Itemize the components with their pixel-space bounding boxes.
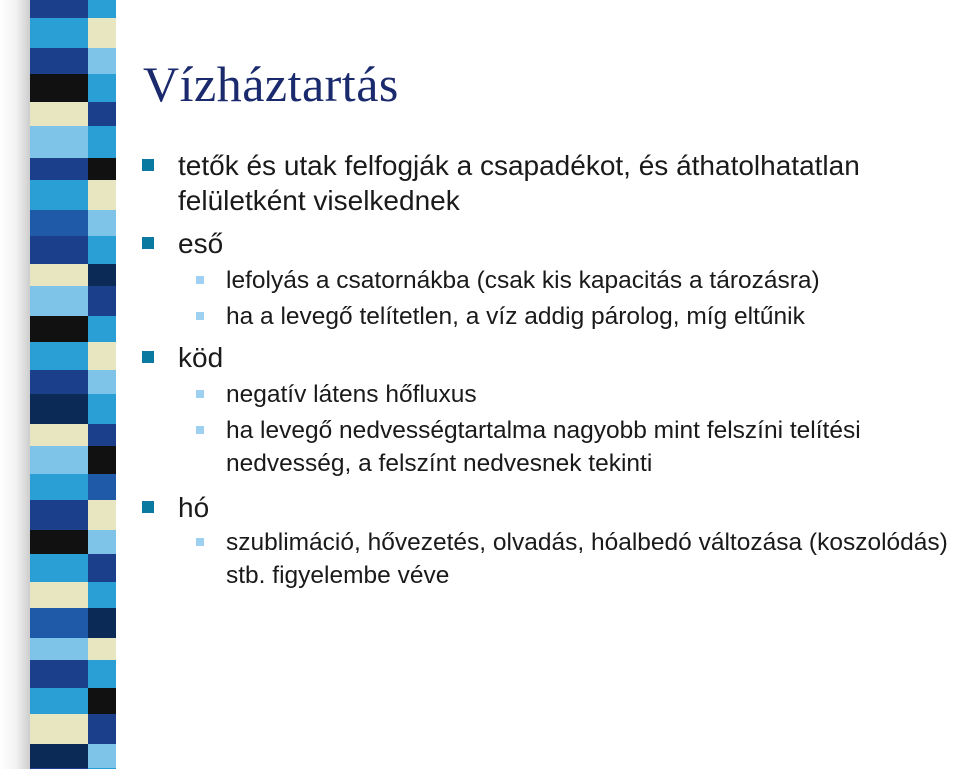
decorative-tile — [88, 530, 116, 554]
decorative-tile — [30, 474, 88, 500]
decorative-tile — [30, 714, 88, 744]
small-square-bullet-icon — [196, 390, 204, 398]
decorative-tile — [88, 394, 116, 424]
decorative-tile — [30, 370, 88, 394]
decorative-tile — [88, 342, 116, 370]
decorative-tile — [30, 158, 88, 180]
sub-bullet-text: ha levegő nedvességtartalma nagyobb mint felszíni telítési nedvesség, a felszínt nedvesnek tekinti — [226, 417, 861, 477]
slide-title: Vízháztartás — [143, 56, 399, 112]
decorative-tile — [88, 264, 116, 286]
decorative-tile — [88, 474, 116, 500]
decorative-tile — [88, 608, 116, 638]
decorative-tile — [88, 102, 116, 126]
decorative-tile — [30, 74, 88, 102]
decorative-tile — [30, 210, 88, 236]
decorative-tile — [88, 316, 116, 342]
decorative-tile — [88, 48, 116, 74]
decorative-tile — [30, 554, 88, 582]
sub-bullet-text: negatív látens hőfluxus — [226, 381, 477, 408]
square-bullet-icon — [142, 159, 154, 171]
bullet-text: eső — [178, 228, 224, 259]
decorative-tile — [88, 660, 116, 688]
decorative-tile — [88, 126, 116, 158]
decorative-tile — [30, 394, 88, 424]
decorative-tile — [88, 744, 116, 768]
sub-bullet-text: szublimáció, hővezetés, olvadás, hóalbedó változása (koszolódás) stb. figyelembe véve — [226, 529, 948, 589]
decorative-tile — [88, 286, 116, 316]
small-square-bullet-icon — [196, 538, 204, 546]
decorative-tile — [30, 342, 88, 370]
bullet-text: köd — [178, 342, 224, 373]
decorative-tile — [88, 582, 116, 608]
decorative-tile — [30, 236, 88, 264]
decorative-tile — [30, 286, 88, 316]
decorative-tile — [88, 638, 116, 660]
decorative-tile — [88, 74, 116, 102]
decorative-tile — [30, 744, 88, 768]
decorative-tile — [30, 638, 88, 660]
decorative-tile — [30, 446, 88, 474]
sub-bullet-text: ha a levegő telítetlen, a víz addig párolog, míg eltűnik — [226, 303, 805, 330]
decorative-tile — [30, 530, 88, 554]
decorative-tile — [30, 264, 88, 286]
decorative-tile — [30, 660, 88, 688]
decorative-tile — [30, 126, 88, 158]
decorative-tile — [30, 608, 88, 638]
decorative-tile — [30, 500, 88, 530]
decorative-tile — [88, 0, 116, 18]
sub-bullet-text: lefolyás a csatornákba (csak kis kapacitás a tározásra) — [226, 267, 820, 294]
small-square-bullet-icon — [196, 426, 204, 434]
decorative-tile — [88, 158, 116, 180]
decorative-tile — [88, 554, 116, 582]
square-bullet-icon — [142, 351, 154, 363]
decorative-tile — [88, 210, 116, 236]
small-square-bullet-icon — [196, 312, 204, 320]
decorative-tile — [30, 102, 88, 126]
decorative-tile — [88, 688, 116, 714]
square-bullet-icon — [142, 501, 154, 513]
decorative-tile — [30, 180, 88, 210]
decorative-tile — [88, 446, 116, 474]
decorative-tile — [88, 424, 116, 446]
decorative-tile — [88, 180, 116, 210]
square-bullet-icon — [142, 237, 154, 249]
decorative-tile — [88, 236, 116, 264]
decorative-tile — [30, 0, 88, 18]
decorative-tile — [30, 688, 88, 714]
decorative-tile — [30, 18, 88, 48]
decorative-tile — [30, 582, 88, 608]
small-square-bullet-icon — [196, 276, 204, 284]
bullet-text: hó — [178, 492, 210, 523]
decorative-tile — [88, 714, 116, 744]
decorative-tile — [88, 370, 116, 394]
decorative-tile — [88, 18, 116, 48]
decorative-tile — [88, 500, 116, 530]
decorative-tile — [30, 316, 88, 342]
decorative-tile-strip — [30, 0, 116, 769]
decorative-tile — [30, 48, 88, 74]
bullet-text: tetők és utak felfogják a csapadékot, és áthatolhatatlan felületként viselkednek — [178, 150, 860, 216]
decorative-tile — [30, 424, 88, 446]
